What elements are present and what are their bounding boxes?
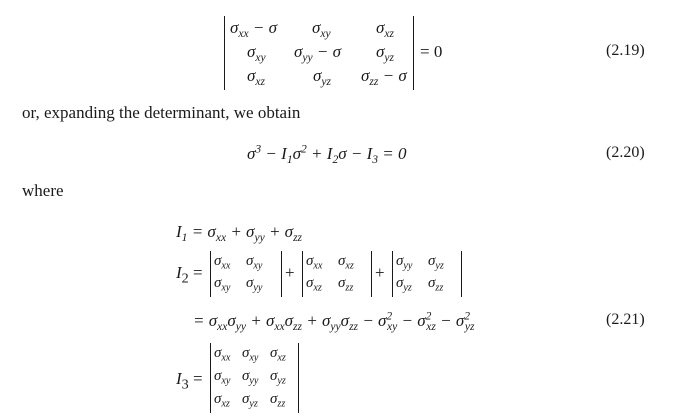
eq-2-19-rhs: = 0 — [420, 42, 443, 61]
det-cell: $\sigma_{yy}$ — [246, 275, 263, 294]
det-cell: $\sigma_{yz}$ — [376, 42, 395, 65]
plus-sign: + — [375, 263, 385, 282]
det-cell: $\sigma_{yz}$ — [313, 66, 332, 89]
det-cell: $\sigma_{zz} - \sigma$ — [361, 66, 407, 89]
text-expanding: or, expanding the determinant, we obtain — [22, 103, 301, 122]
det-cell: $\sigma_{xx}$ — [214, 345, 231, 364]
det-cell: $\sigma_{xx}$ — [306, 253, 323, 272]
det-cell: $\sigma_{yz}$ — [396, 275, 412, 294]
plus-sign: + — [285, 263, 295, 282]
det-cell: $\sigma_{zz}$ — [270, 391, 286, 410]
eq-i1: $I_1 = \sigma_{xx} + \sigma_{yy} + \sigma_{zz}$ — [176, 222, 303, 245]
det-cell: $\sigma_{yz}$ — [242, 391, 258, 410]
det-cell: $\sigma_{xz}$ — [270, 345, 286, 364]
det-cell: $\sigma_{xz}$ — [306, 275, 322, 294]
det-cell: $\sigma_{xy}$ — [247, 42, 266, 65]
det-cell: $\sigma_{xy}$ — [242, 345, 259, 364]
det-cell: $\sigma_{zz}$ — [338, 275, 354, 294]
det-cell: $\sigma_{xy}$ — [312, 18, 331, 41]
eq-i2-expanded: = $\sigma_{xx}\sigma_{yy} + \sigma_{xx}\sigma_{zz} + \sigma_{yy}\sigma_{zz} - \sigma^2_{xy} - \sigma^2_{xz} - \sigma^2_{yz}$ — [193, 309, 475, 334]
det-cell: $\sigma_{xz}$ — [376, 18, 395, 41]
det-cell: $\sigma_{yy} - \sigma$ — [294, 42, 342, 65]
det-cell: $\sigma_{yz}$ — [270, 368, 286, 387]
det-cell: $\sigma_{zz}$ — [428, 275, 444, 294]
eq-number-2-20: (2.20) — [606, 144, 645, 161]
det-cell: $\sigma_{yy}$ — [242, 368, 259, 387]
det-cell: $\sigma_{yy}$ — [396, 253, 413, 272]
det-cell: $\sigma_{xy}$ — [214, 368, 231, 387]
det-cell: $\sigma_{xx} - \sigma$ — [230, 18, 278, 41]
det-cell: $\sigma_{xy}$ — [246, 253, 263, 272]
det-cell: $\sigma_{xz}$ — [247, 66, 266, 89]
i3-lhs: $I_3$ = — [176, 369, 203, 393]
eq-2-20: $\sigma^3 - I_1\sigma^2 + I_2\sigma - I_3 = 0$ — [247, 142, 407, 167]
eq-number-2-21: (2.21) — [606, 311, 645, 328]
det-cell: $\sigma_{xx}$ — [214, 253, 231, 272]
det-cell: $\sigma_{xz}$ — [214, 391, 230, 410]
eq-number-2-19: (2.19) — [606, 42, 645, 59]
i2-lhs: $I_2$ = — [176, 263, 203, 287]
det-cell: $\sigma_{xz}$ — [338, 253, 354, 272]
text-where: where — [22, 181, 64, 200]
det-cell: $\sigma_{xy}$ — [214, 275, 231, 294]
det-cell: $\sigma_{yz}$ — [428, 253, 444, 272]
